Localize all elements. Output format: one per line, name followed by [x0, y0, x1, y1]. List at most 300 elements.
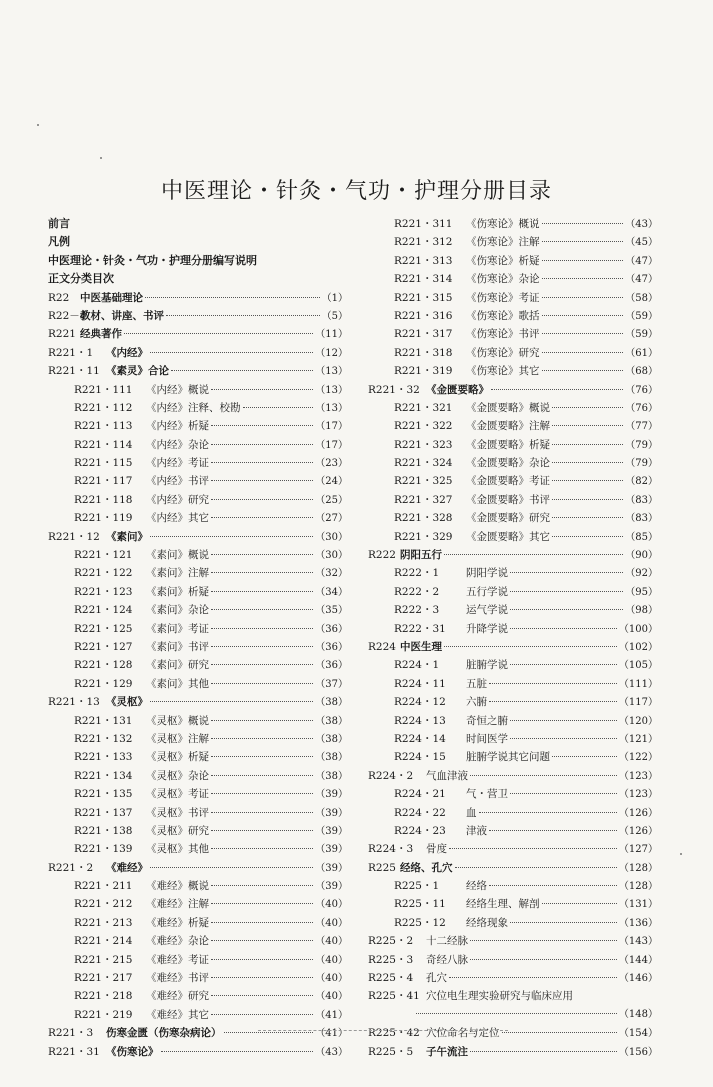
toc-leader-dots [211, 591, 313, 592]
toc-entry-code: R225・42 [368, 1027, 420, 1040]
toc-entry-code: R224・3 [368, 843, 414, 856]
toc-entry [48, 914, 348, 932]
toc-leader-dots [150, 352, 313, 353]
toc-entry [48, 767, 348, 785]
toc-entry [48, 675, 348, 693]
toc-entry [48, 785, 348, 803]
toc-entry-page: （24） [315, 476, 348, 488]
toc-entry-title: 《难经》注解 [146, 898, 209, 911]
toc-entry [368, 1024, 658, 1042]
toc-entry-title: 《金匮要略》杂论 [466, 457, 550, 470]
toc-leader-dots [510, 572, 623, 573]
toc-entry-page: （120） [618, 715, 658, 727]
toc-leader-dots [150, 701, 313, 702]
toc-entry-title: 孔穴 [426, 972, 447, 985]
toc-entry-page: （59） [625, 329, 658, 341]
toc-entry [368, 472, 658, 490]
toc-leader-dots [470, 940, 617, 941]
toc-leader-dots [510, 609, 623, 610]
toc-entry-title: 《难经》考证 [146, 953, 209, 966]
toc-leader-dots [211, 517, 313, 518]
toc-entry-title: 《伤寒论》杂论 [466, 273, 540, 286]
toc-entry-page: （100） [618, 623, 658, 635]
toc-entry-code: R225・41 [368, 990, 420, 1003]
toc-entry-code: R221・111 [74, 383, 133, 396]
toc-entry-page: （76） [625, 384, 658, 396]
toc-entry-page: （41） [315, 1009, 348, 1021]
toc-entry-title: 《灵枢》 [106, 696, 148, 709]
toc-entry-code: R221・1 [48, 346, 94, 359]
toc-entry-page: （39） [315, 825, 348, 837]
toc-entry-code: R221・311 [394, 218, 453, 230]
toc-entry-title: 《难经》杂论 [146, 935, 209, 948]
toc-entry [48, 454, 348, 472]
toc-entry [48, 932, 348, 950]
toc-entry [48, 620, 348, 638]
toc-leader-dots [211, 812, 313, 813]
toc-entry-code: R221・218 [74, 990, 133, 1003]
toc-entry-title: 前言 [48, 217, 70, 230]
toc-entry-title: 《金匮要略》析疑 [466, 438, 550, 451]
toc-leader-dots [552, 462, 623, 463]
toc-entry-page: （39） [315, 789, 348, 801]
toc-entry [368, 583, 658, 601]
toc-entry-page: （39） [315, 807, 348, 819]
toc-leader-dots [470, 1051, 617, 1052]
toc-entry-title: 《伤寒论》歌括 [466, 309, 540, 322]
toc-entry-code: R221・219 [74, 1008, 133, 1021]
toc-entry [368, 804, 658, 822]
toc-entry [368, 767, 658, 785]
toc-entry-code: R221・319 [394, 365, 453, 378]
toc-entry [48, 583, 348, 601]
toc-entry-code: R221・316 [394, 309, 453, 322]
toc-entry-code: R221・314 [394, 273, 453, 286]
toc-leader-dots [145, 297, 320, 298]
toc-entry-title: 《素问》书评 [146, 640, 209, 653]
toc-entry [368, 693, 658, 711]
toc-entry-code: R225・2 [368, 935, 414, 948]
toc-entry [368, 675, 658, 693]
toc-entry [368, 1043, 658, 1061]
toc-entry-title: 血 [466, 806, 477, 819]
toc-entry-title: 十二经脉 [426, 935, 468, 948]
toc-leader-dots [211, 940, 313, 941]
toc-entry-code: R221・117 [74, 475, 133, 488]
toc-leader-dots [542, 297, 624, 298]
toc-entry-title: 《灵枢》研究 [146, 824, 209, 837]
toc-entry-code: R225 [368, 861, 396, 874]
toc-entry-code: R221・112 [74, 401, 133, 414]
toc-entry-code: R222 [368, 549, 396, 562]
toc-entry-code: R221・131 [74, 714, 133, 727]
toc-entry-title: 《难经》 [106, 861, 148, 874]
toc-entry [48, 748, 348, 766]
toc-leader-dots [552, 536, 623, 537]
toc-leader-dots [150, 867, 313, 868]
toc-entry-code: R221・123 [74, 585, 133, 598]
toc-entry-page: （92） [625, 568, 658, 580]
toc-leader-dots [455, 867, 617, 868]
toc-entry-code: R221・325 [394, 475, 453, 488]
toc-entry [48, 528, 348, 546]
toc-entry-page: （43） [315, 1046, 348, 1058]
toc-entry [368, 233, 658, 251]
toc-entry-code: R221・212 [74, 898, 133, 911]
toc-entry-page: （30） [315, 550, 348, 562]
toc-entry [368, 307, 658, 325]
toc-entry-page: （38） [315, 733, 348, 745]
toc-leader-dots [510, 664, 617, 665]
toc-entry-code: R221・329 [394, 530, 453, 543]
toc-entry [368, 325, 658, 343]
toc-leader-dots [479, 812, 617, 813]
toc-leader-dots [211, 848, 313, 849]
toc-entry-title: 《难经》研究 [146, 990, 209, 1003]
scan-speck [680, 853, 682, 855]
toc-entry-page: （39） [315, 881, 348, 893]
toc-leader-dots [552, 517, 623, 518]
toc-entry-code: R221・327 [394, 493, 453, 506]
toc-leader-dots [416, 1013, 617, 1014]
toc-entry-page: （13） [315, 384, 348, 396]
toc-entry-code: R221・113 [74, 420, 133, 433]
toc-entry [368, 289, 658, 307]
toc-entry [48, 601, 348, 619]
toc-entry [368, 730, 658, 748]
toc-entry [368, 638, 658, 656]
toc-entry-code: R224・13 [394, 714, 446, 727]
toc-entry-page: （90） [625, 550, 658, 562]
toc-entry [48, 307, 348, 325]
page-title: 中医理论・针灸・气功・护理分册目录 [160, 179, 552, 204]
toc-entry-page: （47） [625, 255, 658, 267]
toc-leader-dots [552, 407, 623, 408]
toc-entry [48, 546, 348, 564]
toc-entry [48, 417, 348, 435]
toc-entry-code: R221・211 [74, 880, 133, 893]
toc-entry-code: R221・321 [394, 401, 453, 414]
toc-entry [368, 1006, 658, 1024]
toc-entry-page: （156） [618, 1046, 658, 1058]
toc-entry [368, 969, 658, 987]
toc-entry [48, 344, 348, 362]
toc-entry-code: R221・135 [74, 788, 133, 801]
toc-leader-dots [211, 977, 313, 978]
toc-entry-title: 经络 [466, 880, 487, 893]
scan-speck [37, 124, 39, 126]
toc-entry-page: （123） [618, 789, 658, 801]
toc-entry-title: 《素问》研究 [146, 659, 209, 672]
toc-entry [368, 399, 658, 417]
toc-entry-title: 脏腑学说其它问题 [466, 751, 550, 764]
toc-leader-dots [211, 425, 313, 426]
toc-leader-dots [211, 885, 313, 886]
toc-entry-title: 《灵枢》书评 [146, 806, 209, 819]
toc-leader-dots [489, 830, 617, 831]
toc-entry-code: R221・13 [48, 696, 100, 709]
toc-entry-page: （61） [625, 347, 658, 359]
toc-entry [368, 712, 658, 730]
toc-entry-page: （83） [625, 513, 658, 525]
toc-entry-title: 《内经》研究 [146, 493, 209, 506]
toc-entry-title: 《灵枢》概说 [146, 714, 209, 727]
toc-leader-dots [211, 628, 313, 629]
toc-leader-dots [542, 352, 624, 353]
toc-entry [368, 252, 658, 270]
toc-entry-title: 气・营卫 [466, 788, 508, 801]
toc-entry-page: （122） [618, 752, 658, 764]
toc-entry-code: R221・324 [394, 457, 453, 470]
toc-leader-dots [489, 683, 617, 684]
toc-entry-code: R221・215 [74, 953, 133, 966]
toc-right-column [368, 215, 658, 1061]
toc-leader-dots [502, 1032, 617, 1033]
toc-leader-dots [211, 922, 313, 923]
toc-entry-title: 中医基础理论 [80, 291, 143, 304]
toc-entry-code: R221・133 [74, 751, 133, 764]
toc-entry-title: 《伤寒论》考证 [466, 291, 540, 304]
toc-entry-title: 运气学说 [466, 604, 508, 617]
toc-entry [368, 748, 658, 766]
toc-entry-title: 《内经》书评 [146, 475, 209, 488]
toc-leader-dots [171, 370, 313, 371]
toc-entry [48, 399, 348, 417]
toc-entry-page: （11） [315, 329, 348, 341]
toc-entry [368, 932, 658, 950]
toc-entry-page: （144） [618, 954, 658, 966]
toc-entry [48, 693, 348, 711]
toc-entry-title: 《素问》注解 [146, 567, 209, 580]
toc-entry-code: R221・323 [394, 438, 453, 451]
toc-entry [368, 785, 658, 803]
toc-entry-title: 《内经》考证 [146, 457, 209, 470]
toc-entry-page: （111） [618, 678, 658, 690]
toc-entry-page: （95） [625, 586, 658, 598]
toc-leader-dots [211, 444, 313, 445]
toc-entry-page: （47） [625, 274, 658, 286]
toc-entry-title: 《金匮要略》研究 [466, 512, 550, 525]
toc-entry-code: R225・1 [394, 880, 440, 893]
toc-leader-dots [150, 536, 313, 537]
toc-entry-code: R222・3 [394, 604, 440, 617]
toc-entry-title: 《灵枢》其他 [146, 843, 209, 856]
footer-rule [258, 1030, 508, 1031]
toc-entry-page: （128） [618, 862, 658, 874]
toc-leader-dots [552, 756, 617, 757]
toc-entry [368, 601, 658, 619]
toc-entry [368, 454, 658, 472]
toc-entry-title: 中医生理 [400, 640, 442, 653]
toc-entry [48, 1006, 348, 1024]
toc-entry-title: 《素问》其他 [146, 677, 209, 690]
toc-entry-page: （40） [315, 954, 348, 966]
toc-entry-code: R224・15 [394, 751, 446, 764]
toc-entry [368, 656, 658, 674]
toc-entry-page: （5） [321, 310, 348, 322]
toc-entry-title: 《伤寒论》其它 [466, 365, 540, 378]
toc-entry-title: 《金匮要略》 [426, 383, 489, 396]
toc-leader-dots [211, 738, 313, 739]
toc-entry [368, 491, 658, 509]
toc-entry [368, 895, 658, 913]
toc-entry-page: （39） [315, 844, 348, 856]
toc-entry-title: 《金匮要略》注解 [466, 420, 550, 433]
toc-entry-page: （40） [315, 936, 348, 948]
toc-leader-dots [552, 425, 623, 426]
toc-entry [48, 1024, 348, 1042]
toc-entry [48, 638, 348, 656]
toc-leader-dots [510, 720, 617, 721]
toc-leader-dots [166, 315, 320, 316]
toc-entry [368, 436, 658, 454]
toc-entry [368, 509, 658, 527]
toc-entry-code: R221 [48, 328, 76, 341]
toc-entry-code: R221・124 [74, 604, 133, 617]
toc-entry-page: （82） [625, 476, 658, 488]
toc-entry-title: 《内经》概说 [146, 383, 209, 396]
toc-entry-title: 阴阳学说 [466, 567, 508, 580]
toc-entry-title: 《灵枢》析疑 [146, 751, 209, 764]
toc-entry-title: 《金匮要略》书评 [466, 493, 550, 506]
toc-entry-title: 《素问》 [106, 530, 148, 543]
toc-entry-code: R221・315 [394, 291, 453, 304]
toc-entry-title: 中医理论・针灸・气功・护理分册编写说明 [48, 253, 257, 267]
toc-entry-page: （13） [315, 402, 348, 414]
toc-entry-title: 五脏 [466, 677, 487, 690]
toc-entry [48, 362, 348, 380]
toc-entry-code: R225・5 [368, 1045, 414, 1058]
toc-entry-page: （40） [315, 917, 348, 929]
toc-entry [368, 546, 658, 564]
toc-entry [48, 215, 348, 233]
toc-entry-page: （102） [618, 641, 658, 653]
toc-entry-code: R221・119 [74, 512, 133, 525]
toc-entry-code: R22－4 [48, 309, 87, 322]
toc-left-column [48, 215, 348, 1061]
toc-entry-page: （32） [315, 568, 348, 580]
toc-entry-title: 《难经》概说 [146, 880, 209, 893]
toc-entry [48, 1043, 348, 1061]
toc-entry-page: （123） [618, 770, 658, 782]
toc-entry-page: （146） [618, 973, 658, 985]
toc-entry-title: 伤寒金匮（伤寒杂病论） [106, 1027, 222, 1040]
toc-entry-code: R225・11 [394, 898, 446, 911]
toc-leader-dots [470, 959, 617, 960]
toc-entry-title: 《素问》析疑 [146, 585, 209, 598]
toc-entry-page: （154） [618, 1028, 658, 1040]
toc-entry-title: 五行学说 [466, 585, 508, 598]
toc-entry-page: （35） [315, 605, 348, 617]
toc-entry-page: （1） [321, 292, 348, 304]
toc-entry-code: R221・118 [74, 493, 133, 506]
toc-entry [368, 620, 658, 638]
toc-entry-code: R224・1 [394, 659, 440, 672]
toc-entry-page: （12） [315, 347, 348, 359]
toc-leader-dots [510, 591, 623, 592]
toc-leader-dots [211, 499, 313, 500]
toc-entry-title: 《伤寒论》注解 [466, 236, 540, 249]
toc-leader-dots [211, 903, 313, 904]
toc-entry [48, 859, 348, 877]
toc-entry-page: （79） [625, 439, 658, 451]
toc-entry-title: 《伤寒论》书评 [466, 328, 540, 341]
toc-entry-page: （98） [625, 605, 658, 617]
toc-leader-dots [211, 1014, 313, 1015]
toc-entry-title: 《伤寒论》析疑 [466, 254, 540, 267]
toc-entry-code: R221・115 [74, 457, 133, 470]
toc-entry [48, 987, 348, 1005]
toc-entry [48, 233, 348, 251]
toc-entry-title: 《内经》 [106, 346, 148, 359]
toc-leader-dots [211, 959, 313, 960]
toc-leader-dots [211, 793, 313, 794]
toc-entry [48, 804, 348, 822]
toc-entry-code: R221・137 [74, 806, 133, 819]
toc-entry-code: R221・127 [74, 640, 133, 653]
toc-leader-dots [211, 756, 313, 757]
toc-entry-title: 《灵枢》注解 [146, 732, 209, 745]
toc-leader-dots [243, 407, 314, 408]
toc-leader-dots [489, 701, 617, 702]
toc-entry-code: R221・213 [74, 916, 133, 929]
toc-leader-dots [552, 480, 623, 481]
toc-entry-code: R221・317 [394, 328, 453, 341]
toc-entry-title: 经典著作 [80, 328, 122, 341]
toc-entry-page: （39） [315, 862, 348, 874]
toc-entry-page: （128） [618, 881, 658, 893]
toc-entry [48, 491, 348, 509]
toc-entry-title: 经络、孔穴 [400, 861, 453, 874]
toc-entry-title: 六腑 [466, 696, 487, 709]
toc-entry-code: R221・138 [74, 824, 133, 837]
toc-entry [368, 215, 658, 233]
toc-entry-page: （25） [315, 494, 348, 506]
toc-entry-page: （36） [315, 660, 348, 672]
toc-entry-page: （38） [315, 752, 348, 764]
toc-entry-code: R225・12 [394, 916, 446, 929]
toc-entry [48, 252, 348, 270]
toc-entry [48, 895, 348, 913]
toc-entry-title: 穴位电生理实验研究与临床应用 [426, 990, 573, 1003]
toc-entry-code: R221・2 [48, 861, 94, 874]
toc-entry-page: （148） [618, 1008, 658, 1020]
toc-leader-dots [211, 389, 313, 390]
toc-leader-dots [449, 977, 617, 978]
toc-entry-title: 奇经八脉 [426, 953, 468, 966]
toc-leader-dots [470, 775, 617, 776]
toc-leader-dots [510, 628, 617, 629]
toc-entry-page: （38） [315, 697, 348, 709]
toc-entry-page: （58） [625, 292, 658, 304]
toc-entry-title: 《难经》其它 [146, 1008, 209, 1021]
toc-entry-code: R221・217 [74, 972, 133, 985]
toc-entry-title: 子午流注 [426, 1045, 468, 1058]
toc-leader-dots [552, 444, 623, 445]
toc-entry-page: （131） [618, 899, 658, 911]
toc-entry-page: （76） [625, 402, 658, 414]
toc-leader-dots [161, 1051, 314, 1052]
toc-entry-code: R221・12 [48, 530, 100, 543]
toc-entry-title: 《内经》杂论 [146, 438, 209, 451]
toc-entry [48, 712, 348, 730]
toc-leader-dots [491, 389, 623, 390]
toc-entry [48, 730, 348, 748]
toc-entry-title: 《内经》析疑 [146, 420, 209, 433]
toc-entry-code: R225・4 [368, 972, 414, 985]
toc-leader-dots [211, 462, 313, 463]
toc-entry-code: R224 [368, 640, 396, 653]
